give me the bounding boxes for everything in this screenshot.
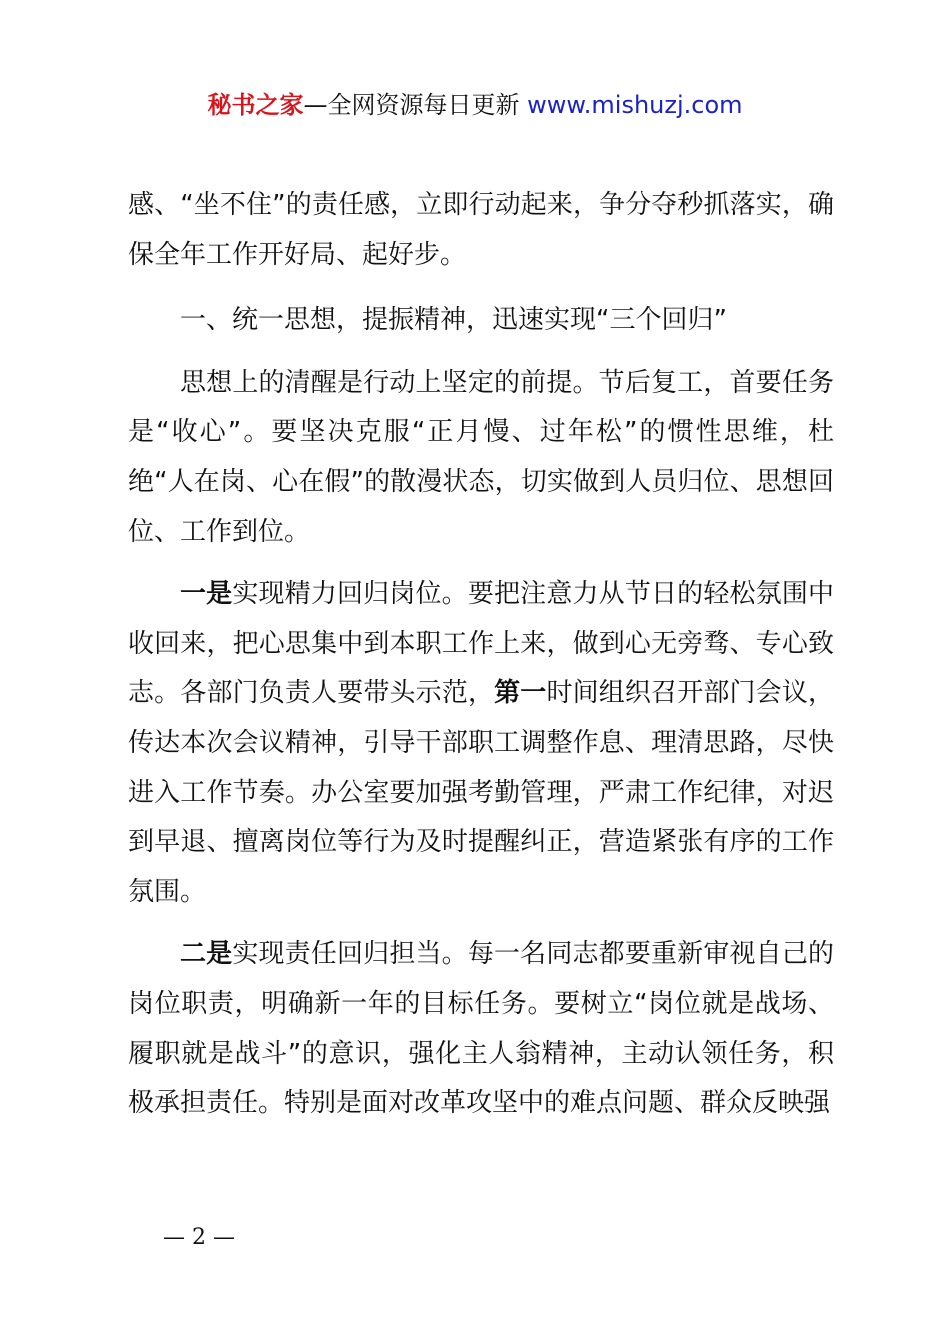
page-number: — 2 —	[163, 1225, 235, 1250]
section-heading: 一、统一思想，提振精神，迅速实现“三个回归”	[180, 305, 727, 336]
site-header	[0, 88, 950, 122]
point-one-emphasis: 第一	[494, 678, 547, 709]
document-body	[128, 181, 834, 1129]
continuation-paragraph: 感、“坐不住”的责任感，立即行动起来，争分夺秒抓落实，确保全年工作开好局、起好步。	[128, 190, 834, 270]
site-brand: 秘书之家	[207, 91, 304, 119]
point-two-text: 实现责任回归担当。每一名同志都要重新审视自己的岗位职责，明确新一年的目标任务。要树立“岗位就是战场、履职就是战斗”的意识，强化主人翁精神，主动认领任务，积极承担责任。特别是面对改革攻坚中的难点问题、群众反映强	[128, 939, 834, 1119]
point-two-lead: 二是	[180, 939, 233, 970]
point-two-paragraph	[128, 930, 834, 1128]
intro-paragraph: 思想上的清醒是行动上坚定的前提。节后复工，首要任务是“收心”。要坚决克服“正月慢、过年松”的惯性思维，杜绝“人在岗、心在假”的散漫状态，切实做到人员归位、思想回位、工作到位。	[128, 367, 834, 547]
point-one-paragraph	[128, 570, 834, 917]
point-one-text-a: 实现精力回归岗位。要把注意力从节日的轻松氛围中收回来，把心思集中到本职工作上来，做到心无旁骛、专心致志。各部门负责人要带头示范，	[128, 579, 834, 709]
site-url[interactable]: www.mishuzj.com	[527, 91, 743, 119]
site-tagline: —全网资源每日更新	[303, 91, 528, 119]
point-one-text-c: 时间组织召开部门会议，传达本次会议精神，引导干部职工调整作息、理清思路，尽快进入工作节奏。办公室要加强考勤管理，严肃工作纪律，对迟到早退、擅离岗位等行为及时提醒纠正，营造紧张有序的工作氛围。	[128, 678, 834, 907]
point-one-lead: 一是	[180, 579, 233, 610]
